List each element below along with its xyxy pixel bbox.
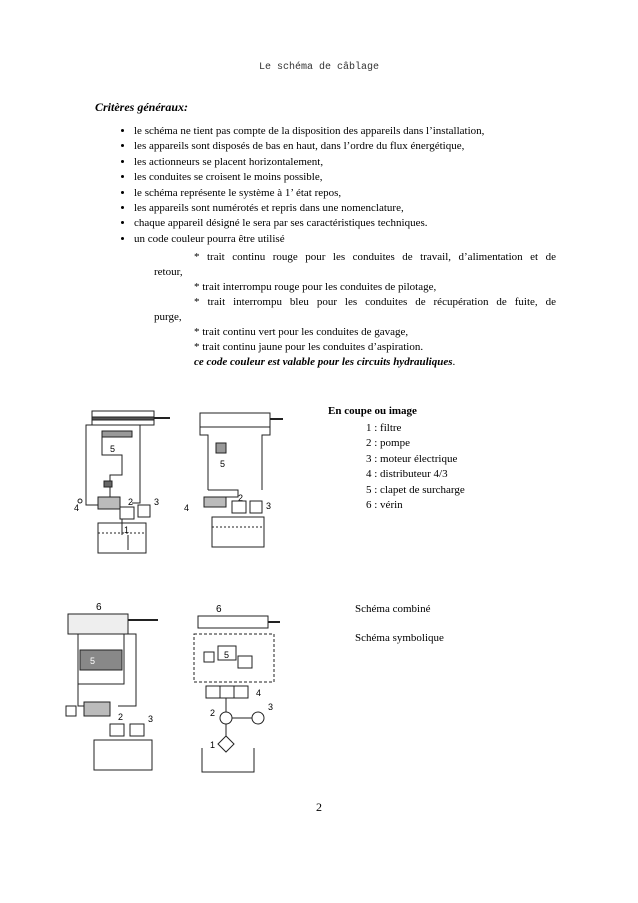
- diagram-number-2: 2: [210, 708, 216, 718]
- list-item: • le schéma représente le système à 1’ état repos,: [134, 186, 584, 201]
- note-text: ce code couleur est valable pour les circuits hydrauliques: [194, 356, 453, 368]
- diagram-combined: [58, 598, 173, 778]
- diagram-number-2: 2: [118, 712, 124, 722]
- color-code-red-line1: * trait continu rouge pour les conduites de travail, d’alimentation et de: [194, 251, 556, 263]
- diagram-number-3: 3: [148, 714, 154, 724]
- color-code-yellow: * trait continu jaune pour les conduites d’aspiration.: [194, 341, 424, 353]
- color-code-blue-line2: purge,: [154, 311, 182, 323]
- diagram-number-3: 3: [268, 702, 274, 712]
- legend: [328, 404, 465, 514]
- list-item: • chaque appareil désigné le sera par ses caractéristiques techniques.: [134, 216, 584, 231]
- color-code-blue-line1: * trait interrompu bleu pour les conduites de récupération de fuite, de: [194, 296, 556, 308]
- color-code-red-dashed: * trait interrompu rouge pour les conduites de pilotage,: [194, 281, 437, 293]
- color-code-green: * trait continu vert pour les conduites de gavage,: [194, 326, 409, 338]
- label-symbolic: Schéma symbolique: [355, 632, 444, 644]
- diagram-number-5: 5: [224, 650, 230, 660]
- legend-item: 2 : pompe: [366, 437, 410, 449]
- diagram-number-6: 6: [216, 604, 222, 615]
- color-code-block: [154, 250, 556, 370]
- section-title: Critères généraux:: [95, 100, 188, 114]
- list-item: • les appareils sont numérotés et repris dans une nomenclature,: [134, 201, 584, 216]
- color-code-red-line2: retour,: [154, 266, 183, 278]
- legend-item: 6 : vérin: [366, 499, 403, 511]
- diagram-number-4: 4: [256, 688, 262, 698]
- diagram-section-view-1: [62, 405, 177, 560]
- diagram-number-4: 4: [184, 503, 190, 513]
- note-end: .: [452, 356, 456, 368]
- list-item: • le schéma ne tient pas compte de la disposition des appareils dans l’installation,: [134, 124, 584, 139]
- diagram-number-5: 5: [110, 444, 116, 454]
- diagram-number-2: 2: [238, 493, 244, 503]
- list-item: • les actionneurs se placent horizontalement,: [134, 155, 584, 170]
- legend-item: 4 : distributeur 4/3: [366, 468, 448, 480]
- diagram-number-1: 1: [124, 525, 130, 535]
- page-header: Le schéma de câblage: [258, 62, 380, 73]
- legend-title: En coupe ou image: [328, 405, 417, 417]
- list-item: • les appareils sont disposés de bas en haut, dans l’ordre du flux énergétique,: [134, 139, 584, 154]
- legend-item: 3 : moteur électrique: [366, 452, 458, 465]
- diagram-number-1: 1: [210, 740, 216, 750]
- diagram-section-view-2: [178, 405, 288, 555]
- list-item: • les conduites se croisent le moins possible,: [134, 170, 584, 185]
- diagram-symbolic: [176, 598, 286, 780]
- diagram-number-5: 5: [90, 656, 96, 666]
- diagram-number-4: 4: [74, 503, 80, 513]
- legend-item: 5 : clapet de surcharge: [366, 483, 465, 496]
- diagram-number-3: 3: [266, 501, 272, 511]
- diagram-number-2: 2: [128, 497, 134, 507]
- label-combined: Schéma combiné: [355, 603, 431, 615]
- criteria-list: [110, 124, 584, 247]
- diagram-number-5: 5: [220, 459, 226, 469]
- color-code-note: [154, 355, 556, 370]
- legend-item: 1 : filtre: [366, 421, 402, 434]
- page-number: 2: [316, 800, 322, 814]
- list-item: • un code couleur pourra être utilisé: [134, 232, 584, 247]
- diagram-number-6: 6: [96, 602, 102, 613]
- diagram-number-3: 3: [154, 497, 160, 507]
